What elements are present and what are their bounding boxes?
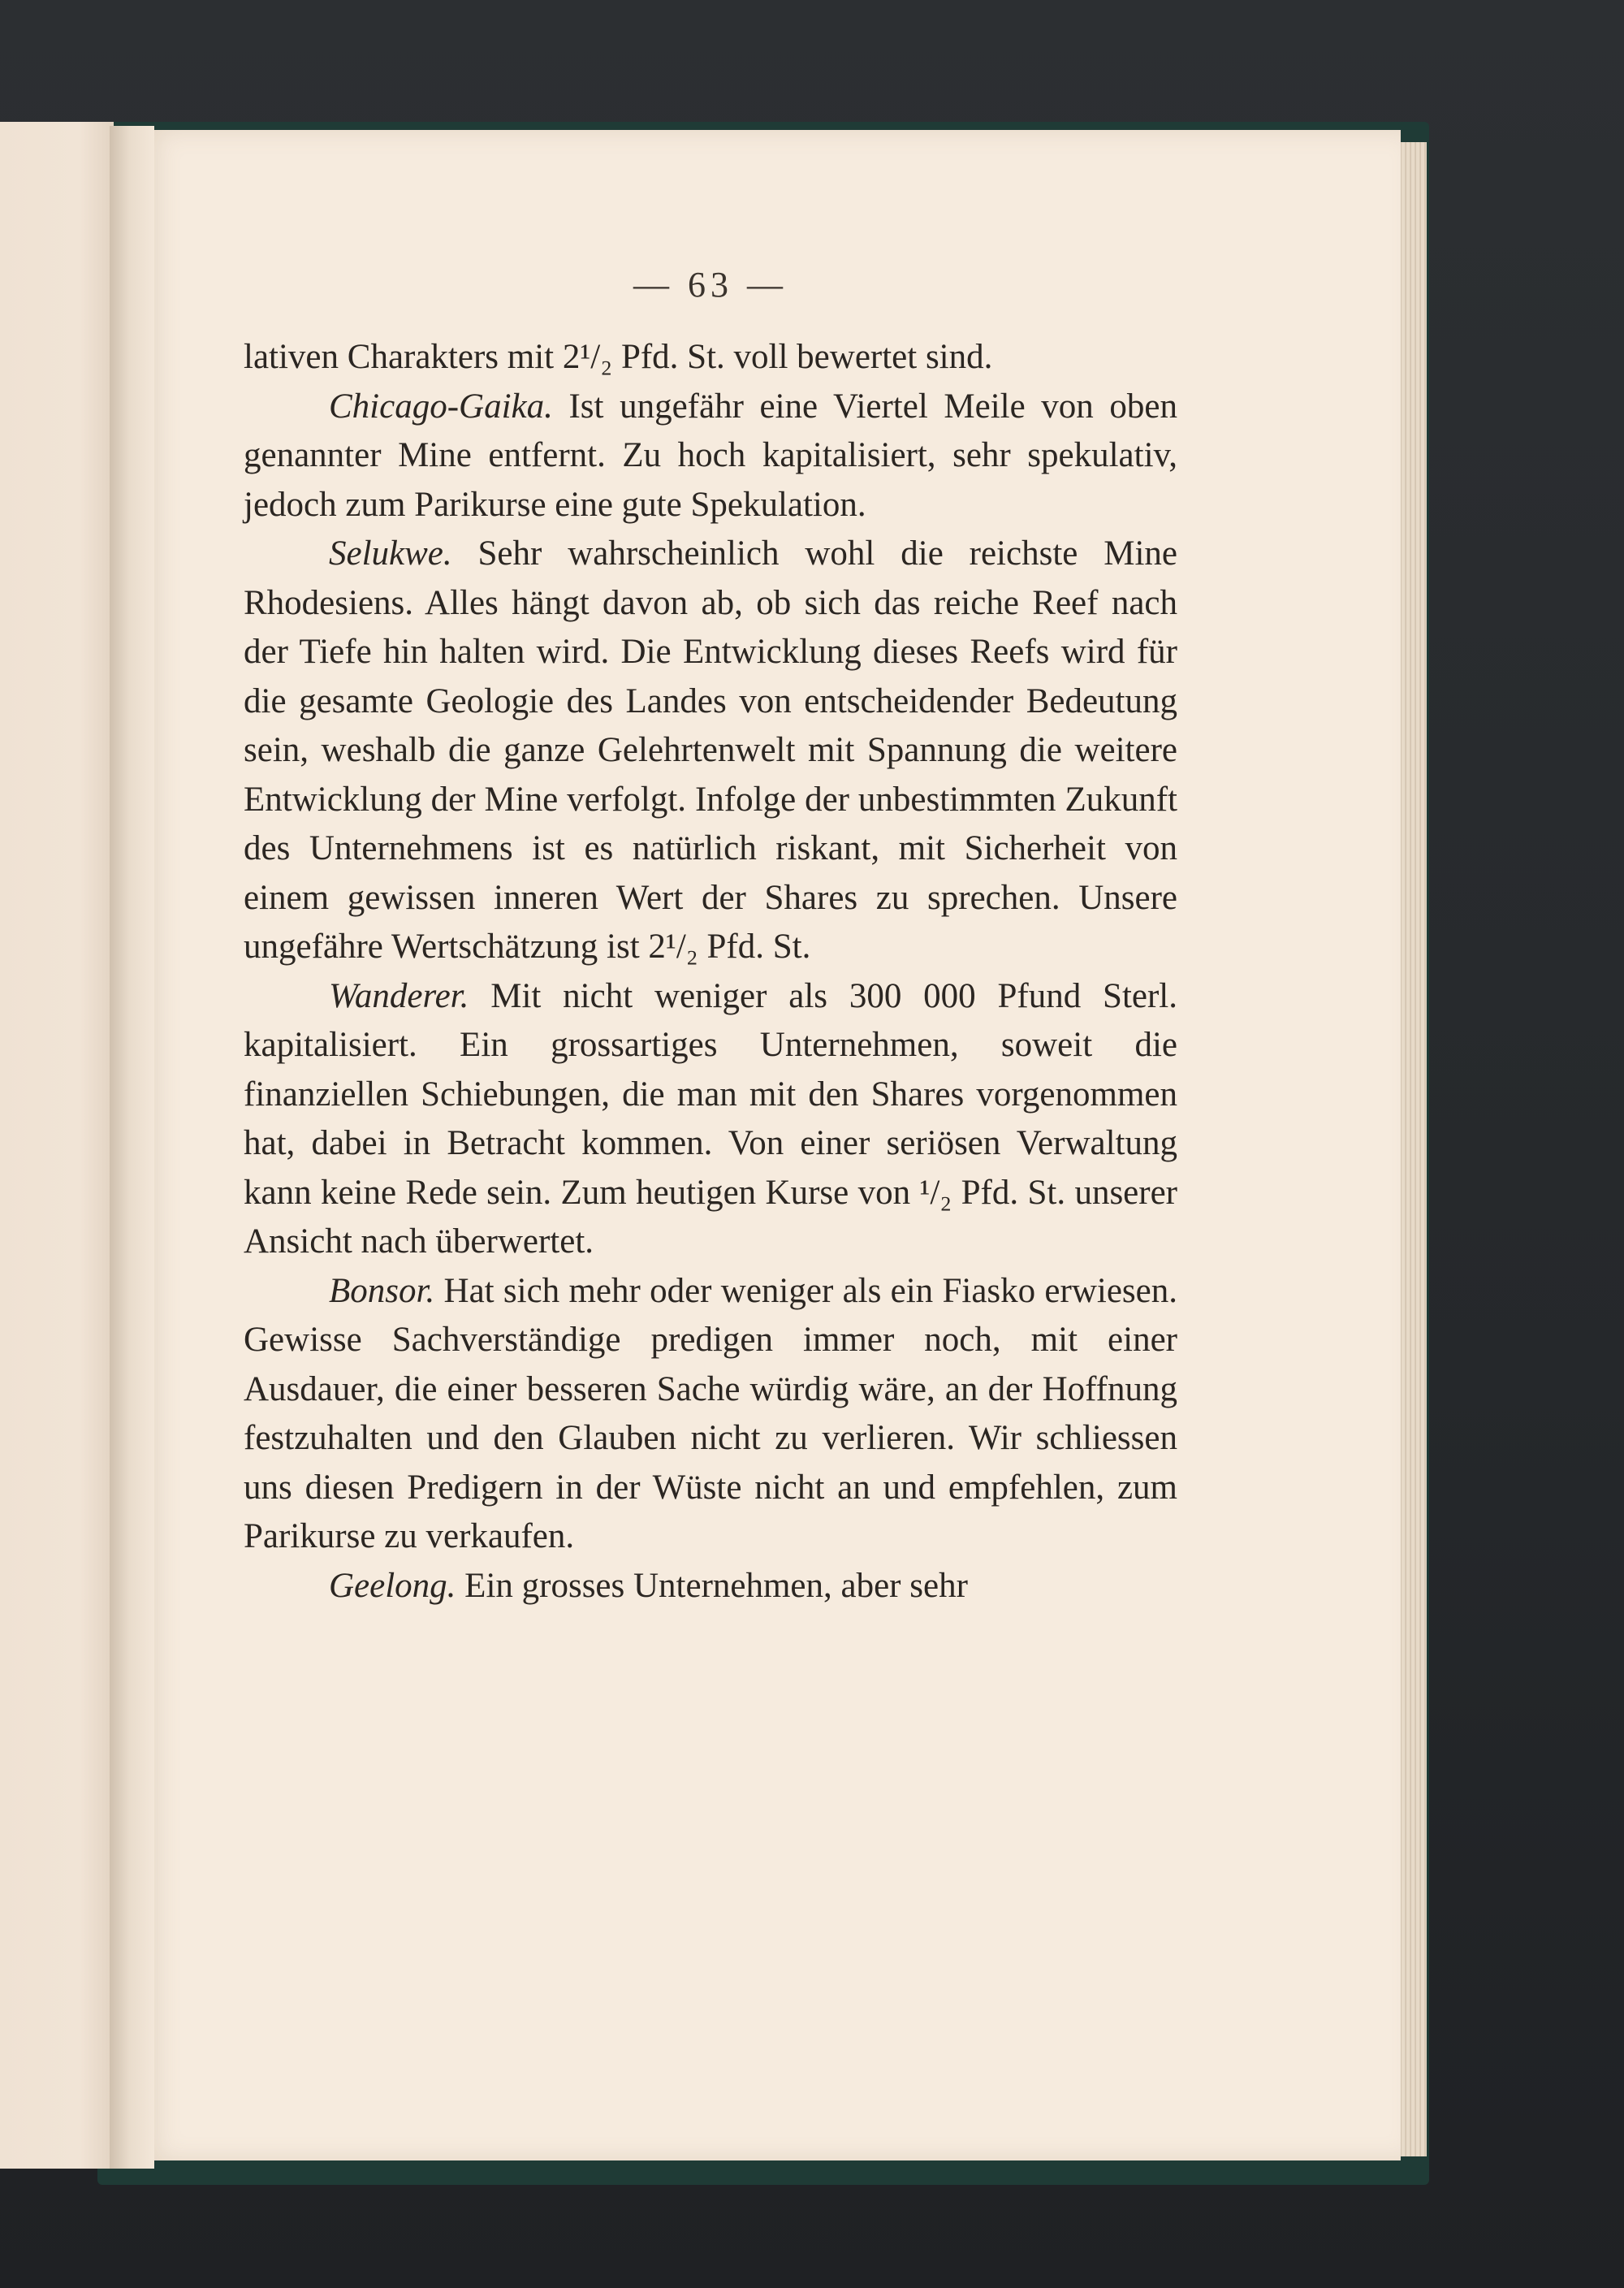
paragraph-lead: Wanderer. [329,976,469,1015]
paragraph-body: Ist ungefähr eine Viertel Meile von oben genannter Mine entfernt. Zu hoch kapitalisiert, sehr spekulativ, jedoch zum Parikurse eine gute Spekulation. [244,387,1177,524]
paragraph [244,1562,1177,1611]
page-number: — 63 — [633,265,788,305]
paragraph-lead: Bonsor. [329,1271,435,1310]
paragraph [244,530,1177,972]
left-page-edge [0,122,114,2169]
paragraph-body: lativen Charakters mit 2¹/₂ Pfd. St. voll bewertet sind. [244,338,993,376]
paragraph-body: Sehr wahrscheinlich wohl die reichste Mine Rhodesiens. Alles hängt davon ab, ob sich das reiche Reef nach der Tiefe hin halten wird. Die Entwicklung dieses Reefs wird für die gesamte Geologie des Landes von entscheidender Bedeutung sein, weshalb die ganze Gelehrtenwelt mit Spannung die weitere Entwicklung der Mine verfolgt. Infolge der unbestimmten Zukunft des Unternehmens ist es natürlich riskant, mit Sicherheit von einem gewissen inneren Wert der Shares zu sprechen. Unsere ungefähre Wertschätzung ist 2¹/₂ Pfd. St. [244,534,1177,966]
paragraph-lead: Chicago-Gaika. [329,387,553,426]
paragraph [244,333,1177,383]
paragraph-lead: Selukwe. [329,534,452,573]
page-text [244,333,1177,1611]
paragraph-body: Mit nicht weniger als 300 000 Pfund Sterl. kapitalisiert. Ein grossartiges Unternehmen, soweit die finanziellen Schiebungen, die man mit den Shares vorgenommen hat, dabei in Betracht kommen. Von einer seriösen Verwaltung kann keine Rede sein. Zum heutigen Kurse von ¹/₂ Pfd. St. unserer Ansicht nach überwertet. [244,976,1177,1261]
paragraph [244,1267,1177,1562]
book-gutter [110,126,154,2169]
paragraph-lead: Geelong. [329,1566,456,1605]
paragraph-body: Ein grosses Unternehmen, aber sehr [456,1566,968,1605]
paragraph-body: Hat sich mehr oder weniger als ein Fiasko erwiesen. Gewisse Sachverständige predigen immer noch, mit einer Ausdauer, die einer besseren Sache würdig wäre, an der Hoffnung festzuhalten und den Glauben nicht zu verlieren. Wir schliessen uns diesen Predigern in der Wüste nicht an und empfehlen, zum Parikurse zu verkaufen. [244,1271,1177,1555]
paragraph [244,972,1177,1267]
paragraph [244,383,1177,530]
